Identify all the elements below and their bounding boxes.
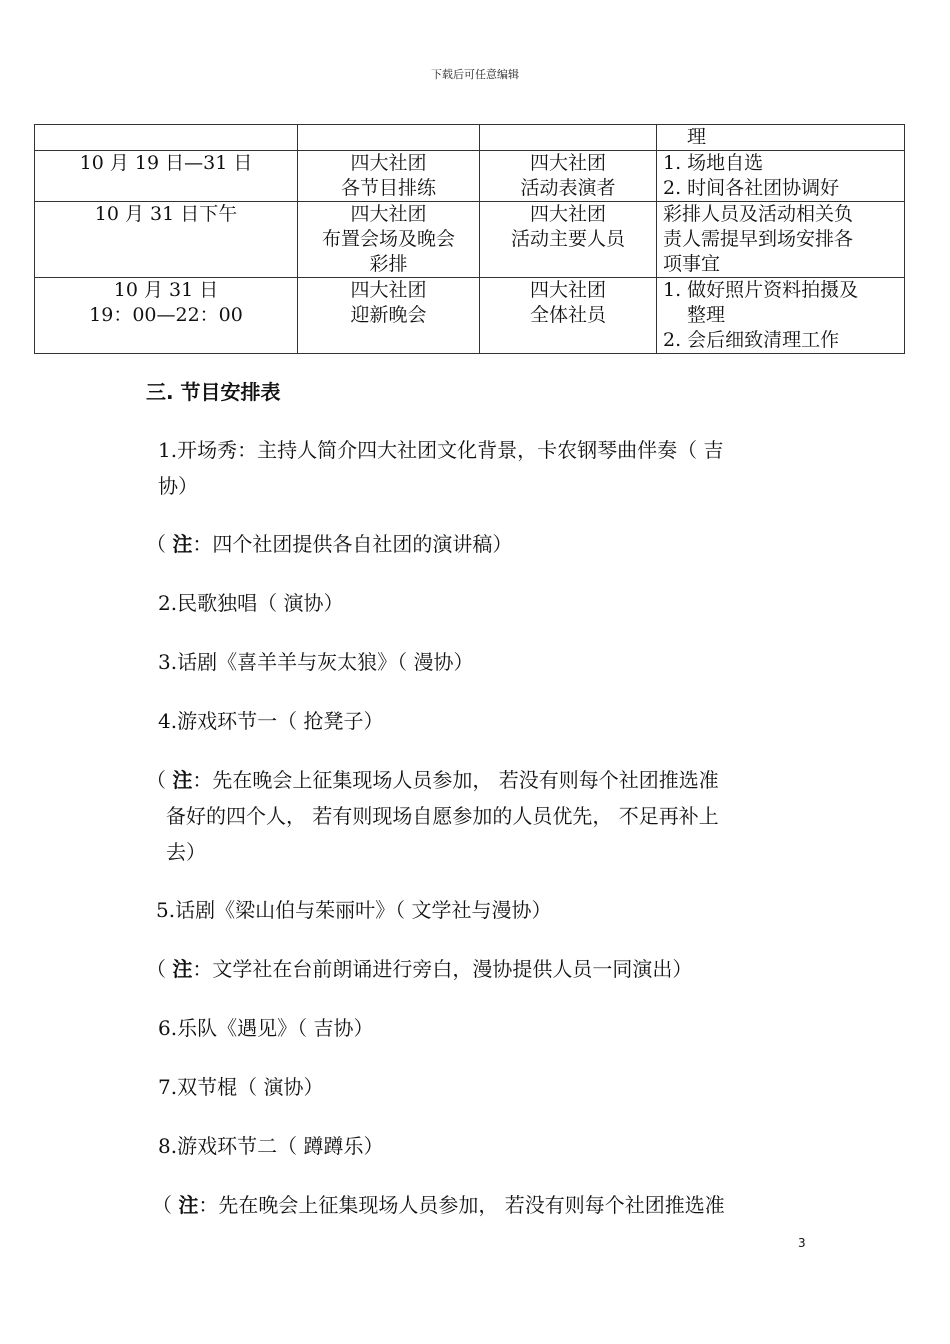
table-cell xyxy=(480,202,657,278)
program-item xyxy=(158,1010,373,1046)
cell-line: 2. 会后细致清理工作 xyxy=(663,329,840,351)
item-number: 8. xyxy=(158,1134,178,1158)
note-open-paren: （ xyxy=(152,1193,179,1217)
note-line: 去） xyxy=(166,840,206,864)
cell-line: 责人需提早到场安排各 xyxy=(663,228,854,250)
cell-line: 四大社团 xyxy=(350,152,427,174)
header-note: 下载后可任意编辑 xyxy=(431,68,519,81)
program-note xyxy=(152,1187,725,1223)
program-note xyxy=(146,951,692,987)
item-number: 2. xyxy=(158,591,178,615)
item-number: 1. xyxy=(158,438,178,462)
program-item xyxy=(158,1069,323,1105)
cell-line: 四大社团 xyxy=(529,279,606,301)
cell-line: 19：00—22：00 xyxy=(89,304,243,326)
item-text: 话剧《喜羊羊与灰太狼》（ 漫协） xyxy=(177,650,474,674)
table-cell xyxy=(298,278,480,354)
item-text: 游戏环节二（ 蹲蹲乐） xyxy=(177,1134,384,1158)
table-cell xyxy=(298,125,480,151)
table-row xyxy=(35,202,905,278)
cell-line: 10 月 31 日下午 xyxy=(94,203,238,225)
program-note xyxy=(146,762,719,870)
program-item xyxy=(158,585,343,621)
page-number: 3 xyxy=(798,1236,806,1250)
item-number: 4. xyxy=(158,709,178,733)
note-line: ：先在晚会上征集现场人员参加， 若没有则每个社团推选准 xyxy=(198,1193,725,1217)
note-label: 注 xyxy=(172,532,193,556)
cell-line: 10 月 19 日—31 日 xyxy=(79,152,253,174)
table-cell xyxy=(298,151,480,202)
table-cell xyxy=(480,278,657,354)
cell-line: 布置会场及晚会 xyxy=(321,228,455,250)
table-cell xyxy=(480,151,657,202)
note-label: 注 xyxy=(178,1193,199,1217)
table-row xyxy=(35,278,905,354)
program-item xyxy=(158,703,383,739)
cell-line: 项事宜 xyxy=(663,253,721,275)
table-cell xyxy=(657,278,905,354)
table-cell xyxy=(657,125,905,151)
cell-line: 理 xyxy=(687,126,707,148)
cell-line: 四大社团 xyxy=(350,203,427,225)
item-text: 双节棍（ 演协） xyxy=(177,1075,324,1099)
item-number: 7. xyxy=(158,1075,178,1099)
note-open-paren: （ xyxy=(146,532,173,556)
table-row xyxy=(35,125,905,151)
cell-line: 迎新晚会 xyxy=(350,304,427,326)
cell-line: 四大社团 xyxy=(350,279,427,301)
note-open-paren: （ xyxy=(146,957,173,981)
program-item xyxy=(158,1128,383,1164)
cell-line: 全体社员 xyxy=(529,304,606,326)
item-number: 5. xyxy=(156,898,176,922)
note-label: 注 xyxy=(172,957,193,981)
cell-line: 整理 xyxy=(687,304,726,326)
item-text: 开场秀：主持人简介四大社团文化背景，卡农钢琴曲伴奏（ 吉 xyxy=(177,438,724,462)
program-item xyxy=(156,892,551,928)
item-text-continued: 协） xyxy=(158,474,198,498)
table-cell xyxy=(480,125,657,151)
cell-line: 活动表演者 xyxy=(520,177,616,199)
table-cell xyxy=(35,278,298,354)
cell-line: 2. 时间各社团协调好 xyxy=(663,177,840,199)
schedule-table xyxy=(34,124,905,354)
section-title: 三. 节目安排表 xyxy=(146,380,281,404)
note-line: ：先在晚会上征集现场人员参加， 若没有则每个社团推选准 xyxy=(192,768,719,792)
cell-line: 四大社团 xyxy=(529,152,606,174)
item-text: 游戏环节一（ 抢凳子） xyxy=(177,709,384,733)
program-item xyxy=(158,644,473,680)
item-text: 民歌独唱（ 演协） xyxy=(177,591,344,615)
item-text: 乐队《遇见》（ 吉协） xyxy=(177,1016,374,1040)
table-cell xyxy=(35,151,298,202)
note-line: 备好的四个人， 若有则现场自愿参加的人员优先， 不足再补上 xyxy=(166,804,719,828)
note-label: 注 xyxy=(172,768,193,792)
item-number: 3. xyxy=(158,650,178,674)
cell-line: 彩排 xyxy=(369,253,408,275)
program-note xyxy=(146,526,512,562)
note-line: ：文学社在台前朗诵进行旁白，漫协提供人员一同演出） xyxy=(192,957,693,981)
note-open-paren: （ xyxy=(146,768,173,792)
note-line: ：四个社团提供各自社团的演讲稿） xyxy=(192,532,513,556)
table-cell xyxy=(657,202,905,278)
table-cell xyxy=(657,151,905,202)
table-cell xyxy=(35,202,298,278)
cell-line: 各节目排练 xyxy=(340,177,436,199)
cell-line: 10 月 31 日 xyxy=(113,279,219,301)
program-item xyxy=(158,432,723,504)
table-cell xyxy=(298,202,480,278)
item-number: 6. xyxy=(158,1016,178,1040)
cell-line: 四大社团 xyxy=(529,203,606,225)
cell-line: 活动主要人员 xyxy=(510,228,625,250)
table-cell xyxy=(35,125,298,151)
item-text: 话剧《梁山伯与茱丽叶》（ 文学社与漫协） xyxy=(175,898,552,922)
table-row xyxy=(35,151,905,202)
cell-line: 1. 做好照片资料拍摄及 xyxy=(663,279,859,301)
cell-line: 彩排人员及活动相关负 xyxy=(663,203,854,225)
cell-line: 1. 场地自选 xyxy=(663,152,764,174)
